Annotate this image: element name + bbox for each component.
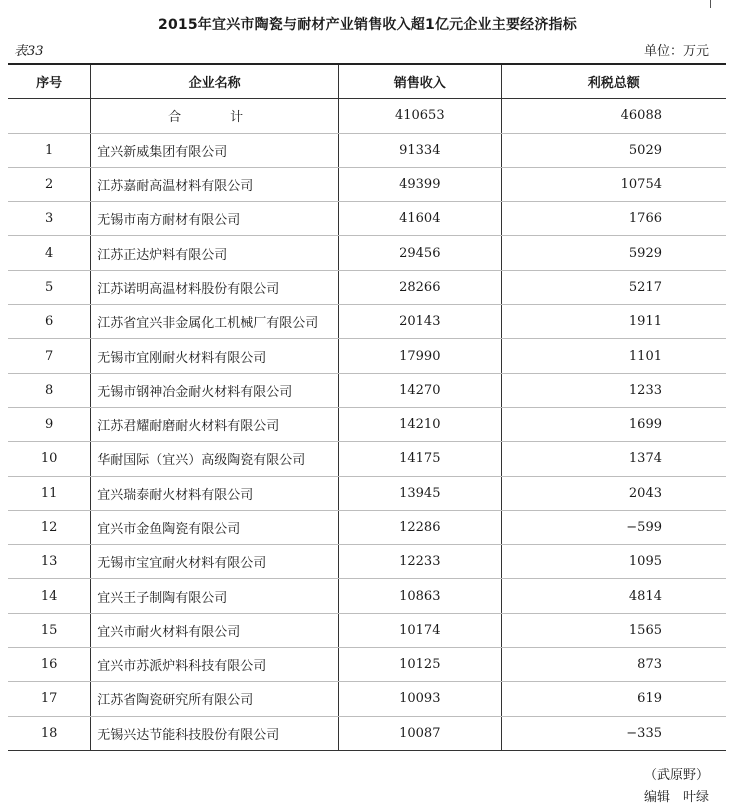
row-no: 8 bbox=[8, 373, 91, 407]
editor-credit: 编辑 叶绿 bbox=[643, 790, 709, 805]
row-sales: 14270 bbox=[339, 373, 502, 407]
table-row bbox=[8, 476, 726, 510]
row-tax: 1911 bbox=[501, 305, 726, 339]
row-no: 5 bbox=[8, 270, 91, 304]
row-tax: 1233 bbox=[501, 373, 726, 407]
row-sales: 12233 bbox=[339, 545, 502, 579]
row-name: 宜兴市苏派炉料科技有限公司 bbox=[91, 648, 339, 682]
row-tax: 2043 bbox=[501, 476, 726, 510]
table-row bbox=[8, 510, 726, 544]
table-row bbox=[8, 407, 726, 441]
row-name: 江苏君耀耐磨耐火材料有限公司 bbox=[91, 407, 339, 441]
row-no: 11 bbox=[8, 476, 91, 510]
table-row bbox=[8, 305, 726, 339]
row-tax: 1766 bbox=[501, 202, 726, 236]
total-no-cell bbox=[8, 99, 91, 133]
row-tax: 5029 bbox=[501, 133, 726, 167]
row-tax: 873 bbox=[501, 648, 726, 682]
row-name: 无锡市宝宜耐火材料有限公司 bbox=[91, 545, 339, 579]
table-row bbox=[8, 133, 726, 167]
row-name: 无锡市钢神冶金耐火材料有限公司 bbox=[91, 373, 339, 407]
row-no: 4 bbox=[8, 236, 91, 270]
row-tax: 1699 bbox=[501, 407, 726, 441]
row-tax: 1101 bbox=[501, 339, 726, 373]
row-no: 2 bbox=[8, 167, 91, 201]
row-name: 江苏正达炉料有限公司 bbox=[91, 236, 339, 270]
unit-label: 单位：万元 bbox=[643, 44, 709, 59]
row-sales: 29456 bbox=[339, 236, 502, 270]
row-sales: 12286 bbox=[339, 510, 502, 544]
header-no: 序号 bbox=[8, 64, 91, 99]
page-corner-mark bbox=[710, 0, 711, 8]
row-name: 宜兴市金鱼陶瓷有限公司 bbox=[91, 510, 339, 544]
table-row bbox=[8, 202, 726, 236]
table-row bbox=[8, 682, 726, 716]
table-row bbox=[8, 442, 726, 476]
table-row bbox=[8, 545, 726, 579]
table-row bbox=[8, 270, 726, 304]
row-name: 宜兴王子制陶有限公司 bbox=[91, 579, 339, 613]
table-row bbox=[8, 167, 726, 201]
row-no: 10 bbox=[8, 442, 91, 476]
row-sales: 20143 bbox=[339, 305, 502, 339]
total-tax: 46088 bbox=[501, 99, 726, 133]
row-tax: 1095 bbox=[501, 545, 726, 579]
header-sales: 销售收入 bbox=[339, 64, 502, 99]
row-no: 15 bbox=[8, 613, 91, 647]
table-row bbox=[8, 579, 726, 613]
row-sales: 10863 bbox=[339, 579, 502, 613]
row-no: 12 bbox=[8, 510, 91, 544]
row-tax: 4814 bbox=[501, 579, 726, 613]
row-name: 宜兴瑞泰耐火材料有限公司 bbox=[91, 476, 339, 510]
row-sales: 49399 bbox=[339, 167, 502, 201]
row-no: 6 bbox=[8, 305, 91, 339]
row-no: 14 bbox=[8, 579, 91, 613]
row-name: 宜兴新威集团有限公司 bbox=[91, 133, 339, 167]
row-sales: 41604 bbox=[339, 202, 502, 236]
row-name: 江苏省宜兴非金属化工机械厂有限公司 bbox=[91, 305, 339, 339]
row-sales: 13945 bbox=[339, 476, 502, 510]
total-row bbox=[8, 99, 726, 133]
row-tax: −599 bbox=[501, 510, 726, 544]
row-name: 江苏嘉耐高温材料有限公司 bbox=[91, 167, 339, 201]
table-number: 表33 bbox=[14, 44, 44, 59]
total-sales: 410653 bbox=[339, 99, 502, 133]
table-row bbox=[8, 648, 726, 682]
row-tax: 619 bbox=[501, 682, 726, 716]
row-tax: −335 bbox=[501, 716, 726, 750]
row-name: 江苏诺明高温材料股份有限公司 bbox=[91, 270, 339, 304]
table-row bbox=[8, 373, 726, 407]
row-tax: 1374 bbox=[501, 442, 726, 476]
row-tax: 5929 bbox=[501, 236, 726, 270]
row-sales: 14210 bbox=[339, 407, 502, 441]
row-name: 无锡兴达节能科技股份有限公司 bbox=[91, 716, 339, 750]
row-no: 3 bbox=[8, 202, 91, 236]
row-tax: 5217 bbox=[501, 270, 726, 304]
row-sales: 14175 bbox=[339, 442, 502, 476]
row-sales: 91334 bbox=[339, 133, 502, 167]
row-no: 13 bbox=[8, 545, 91, 579]
row-no: 7 bbox=[8, 339, 91, 373]
row-no: 16 bbox=[8, 648, 91, 682]
row-sales: 17990 bbox=[339, 339, 502, 373]
row-no: 17 bbox=[8, 682, 91, 716]
row-name: 华耐国际（宜兴）高级陶瓷有限公司 bbox=[91, 442, 339, 476]
row-sales: 10125 bbox=[339, 648, 502, 682]
header-name: 企业名称 bbox=[91, 64, 339, 99]
row-tax: 10754 bbox=[501, 167, 726, 201]
row-name: 无锡市宜刚耐火材料有限公司 bbox=[91, 339, 339, 373]
row-no: 18 bbox=[8, 716, 91, 750]
row-sales: 10174 bbox=[339, 613, 502, 647]
table-title: 2015年宜兴市陶瓷与耐材产业销售收入超1亿元企业主要经济指标 bbox=[158, 17, 577, 33]
table-row bbox=[8, 613, 726, 647]
table-row bbox=[8, 236, 726, 270]
header-tax: 利税总额 bbox=[501, 64, 726, 99]
row-sales: 28266 bbox=[339, 270, 502, 304]
row-name: 无锡市南方耐材有限公司 bbox=[91, 202, 339, 236]
row-sales: 10093 bbox=[339, 682, 502, 716]
row-tax: 1565 bbox=[501, 613, 726, 647]
row-name: 宜兴市耐火材料有限公司 bbox=[91, 613, 339, 647]
author-credit: （武原野） bbox=[643, 768, 709, 783]
header-row bbox=[8, 64, 726, 99]
row-sales: 10087 bbox=[339, 716, 502, 750]
row-no: 9 bbox=[8, 407, 91, 441]
row-no: 1 bbox=[8, 133, 91, 167]
table-row bbox=[8, 716, 726, 750]
row-name: 江苏省陶瓷研究所有限公司 bbox=[91, 682, 339, 716]
enterprise-indicators-table bbox=[8, 63, 726, 751]
total-label: 合 计 bbox=[91, 99, 339, 133]
table-row bbox=[8, 339, 726, 373]
